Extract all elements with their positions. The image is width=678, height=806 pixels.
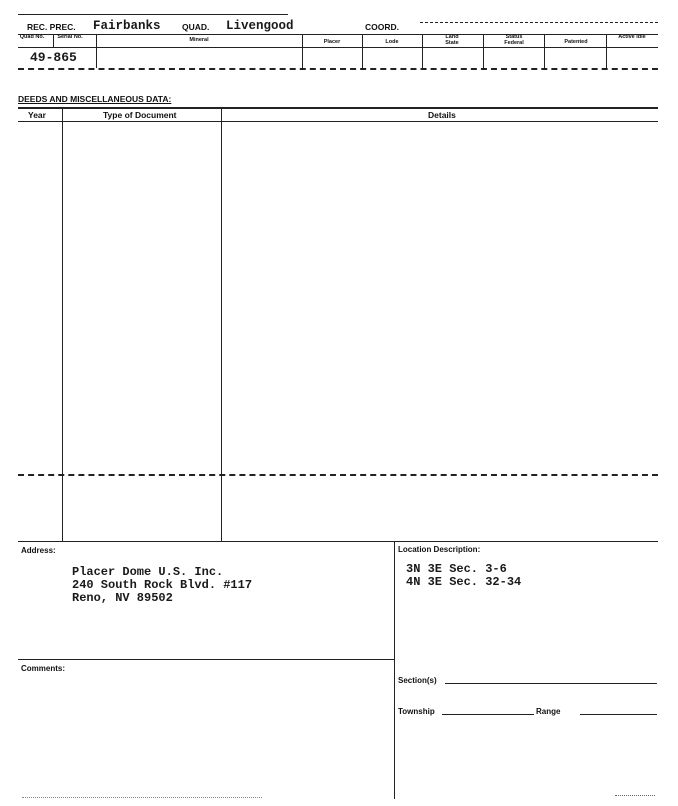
col-sep-patented	[606, 34, 607, 68]
location-line-2: 4N 3E Sec. 32-34	[406, 575, 522, 589]
township-fill-line	[442, 714, 534, 715]
col-sep-land	[483, 34, 484, 68]
coord-dashed-line	[420, 22, 658, 23]
col-sep-quad	[53, 34, 54, 47]
col-sep-lode	[422, 34, 423, 68]
details-header: Details	[428, 110, 456, 120]
deeds-sep-type	[221, 107, 222, 542]
col-mineral: Mineral	[189, 37, 209, 43]
deeds-header-bottom-rule	[18, 121, 658, 122]
address-line-3: Reno, NV 89502	[72, 591, 173, 605]
type-of-document-header: Type of Document	[103, 110, 177, 120]
quad-label: QUAD.	[182, 22, 210, 32]
col-lode: Lode	[385, 39, 399, 45]
address-bottom-rule	[18, 659, 394, 660]
address-label: Address:	[21, 546, 56, 555]
header-row-top-rule	[18, 34, 658, 35]
comments-label: Comments:	[21, 664, 66, 673]
rec-prec-value: Fairbanks	[93, 19, 161, 33]
quad-value: Livengood	[226, 19, 294, 33]
location-description-label: Location Description:	[398, 545, 481, 554]
deeds-dashed-divider	[18, 474, 658, 476]
township-label: Township	[398, 707, 435, 716]
year-header: Year	[28, 110, 46, 120]
col-land-state: Land State	[445, 34, 459, 46]
range-fill-line	[580, 714, 657, 715]
col-status-federal: Status Federal	[504, 34, 524, 46]
col-patented: Patented	[564, 39, 588, 45]
location-line-1: 3N 3E Sec. 3-6	[406, 562, 507, 576]
deeds-bottom-rule	[18, 541, 658, 542]
bottom-scan-noise	[22, 797, 262, 798]
coord-label: COORD.	[365, 22, 399, 32]
sections-fill-line	[445, 683, 657, 684]
col-placer: Placer	[323, 39, 341, 45]
col-active-idle: Active Idle	[618, 34, 646, 40]
quad-serial-number: 49-865	[30, 50, 77, 65]
rec-prec-label: REC. PREC.	[27, 22, 76, 32]
deeds-section-title: DEEDS AND MISCELLANEOUS DATA:	[18, 94, 172, 104]
deeds-sep-year	[62, 107, 63, 542]
col-quad-no: Quad No.	[19, 34, 45, 40]
address-line-1: Placer Dome U.S. Inc.	[72, 565, 224, 579]
col-sep-serial	[96, 34, 97, 68]
bottom-scan-noise-right	[615, 795, 655, 796]
col-sep-mineral	[302, 34, 303, 68]
col-serial-no: Serial No.	[57, 34, 83, 40]
location-description-block	[406, 563, 521, 589]
header-row-bottom-rule	[18, 47, 658, 48]
col-sep-placer	[362, 34, 363, 68]
deeds-header-top-rule	[18, 107, 658, 109]
col-sep-status	[544, 34, 545, 68]
range-label: Range	[536, 707, 561, 716]
sections-label: Section(s)	[398, 676, 437, 685]
record-row-bottom-dashed	[18, 68, 658, 70]
header-top-rule	[18, 14, 288, 15]
address-line-2: 240 South Rock Blvd. #117	[72, 578, 253, 592]
address-block	[72, 566, 252, 605]
lower-center-divider	[394, 541, 395, 799]
